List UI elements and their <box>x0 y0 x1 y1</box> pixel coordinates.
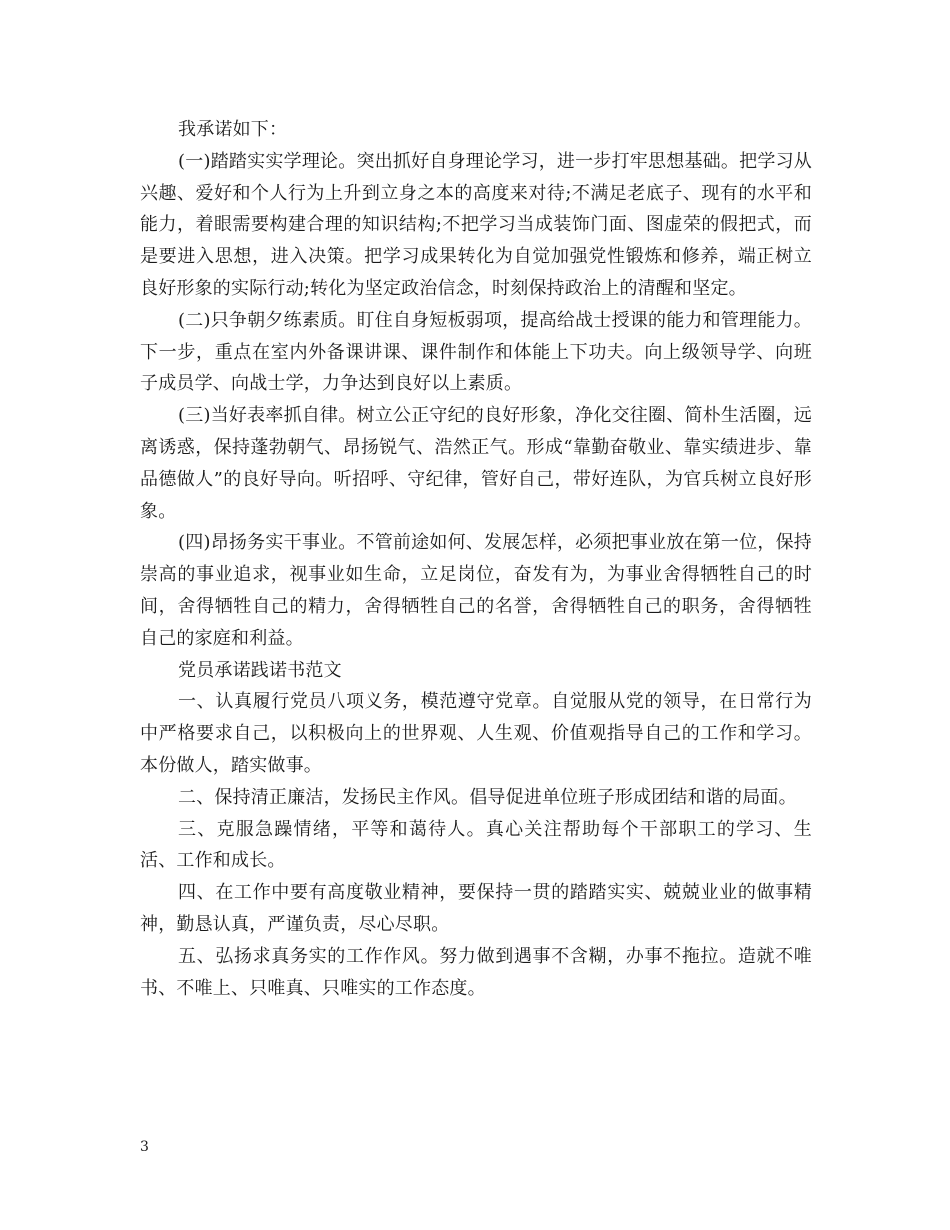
paragraph-intro: 我承诺如下： <box>178 119 288 140</box>
paragraph-commitment-2: (二)只争朝夕练素质。盯住自身短板弱项，提高给战士授课的能力和管理能力。下一步，重点在室内外备课讲课、课件制作和体能上下功夫。向上级领导学、向班子成员学、向战士学，力争达到良好以上素质。 <box>140 309 812 395</box>
page-number: 3 <box>140 1139 149 1155</box>
section-heading: 党员承诺践诺书范文 <box>178 659 342 681</box>
document-body <box>140 114 812 1004</box>
paragraph-item-2: 二、保持清正廉洁，发扬民主作风。倡导促进单位班子形成团结和谐的局面。 <box>178 786 797 808</box>
paragraph-item-5: 五、弘扬求真务实的工作作风。努力做到遇事不含糊，办事不拖拉。造就不唯书、不唯上、只唯真、只唯实的工作态度。 <box>140 945 812 999</box>
paragraph-item-1: 一、认真履行党员八项义务，模范遵守党章。自觉服从党的领导，在日常行为中严格要求自己，以积极向上的世界观、人生观、价值观指导自己的工作和学习。本份做人，踏实做事。 <box>140 691 812 776</box>
paragraph-item-3: 三、克服急躁情绪，平等和蔼待人。真心关注帮助每个干部职工的学习、生活、工作和成长。 <box>140 818 812 872</box>
paragraph-item-4: 四、在工作中要有高度敬业精神，要保持一贯的踏踏实实、兢兢业业的做事精神，勤恳认真，严谨负责，尽心尽职。 <box>140 882 812 935</box>
paragraph-commitment-4: (四)昂扬务实干事业。不管前途如何、发展怎样，必须把事业放在第一位，保持崇高的事业追求，视事业如生命，立足岗位，奋发有为，为事业舍得牺牲自己的时间，舍得牺牲自己的精力，舍得牺牲自己的名誉，舍得牺牲自己的职务，舍得牺牲自己的家庭和利益。 <box>140 532 812 649</box>
paragraph-commitment-1: (一)踏踏实实学理论。突出抓好自身理论学习，进一步打牢思想基础。把学习从兴趣、爱好和个人行为上升到立身之本的高度来对待;不满足老底子、现有的水平和能力，着眼需要构建合理的知识结构;不把学习当成装饰门面、图虚荣的假把式，而是要进入思想，进入决策。把学习成果转化为自觉加强党性锻炼和修养，端正树立良好形象的实际行动;转化为坚定政治信念，时刻保持政治上的清醒和坚定。 <box>140 150 812 299</box>
paragraph-commitment-3: (三)当好表率抓自律。树立公正守纪的良好形象，净化交往圈、简朴生活圈，远离诱惑，保持蓬勃朝气、昂扬锐气、浩然正气。形成“靠勤奋敬业、靠实绩进步、靠品德做人”的良好导向。听招呼、守纪律，管好自己，带好连队，为官兵树立良好形象。 <box>140 405 812 522</box>
